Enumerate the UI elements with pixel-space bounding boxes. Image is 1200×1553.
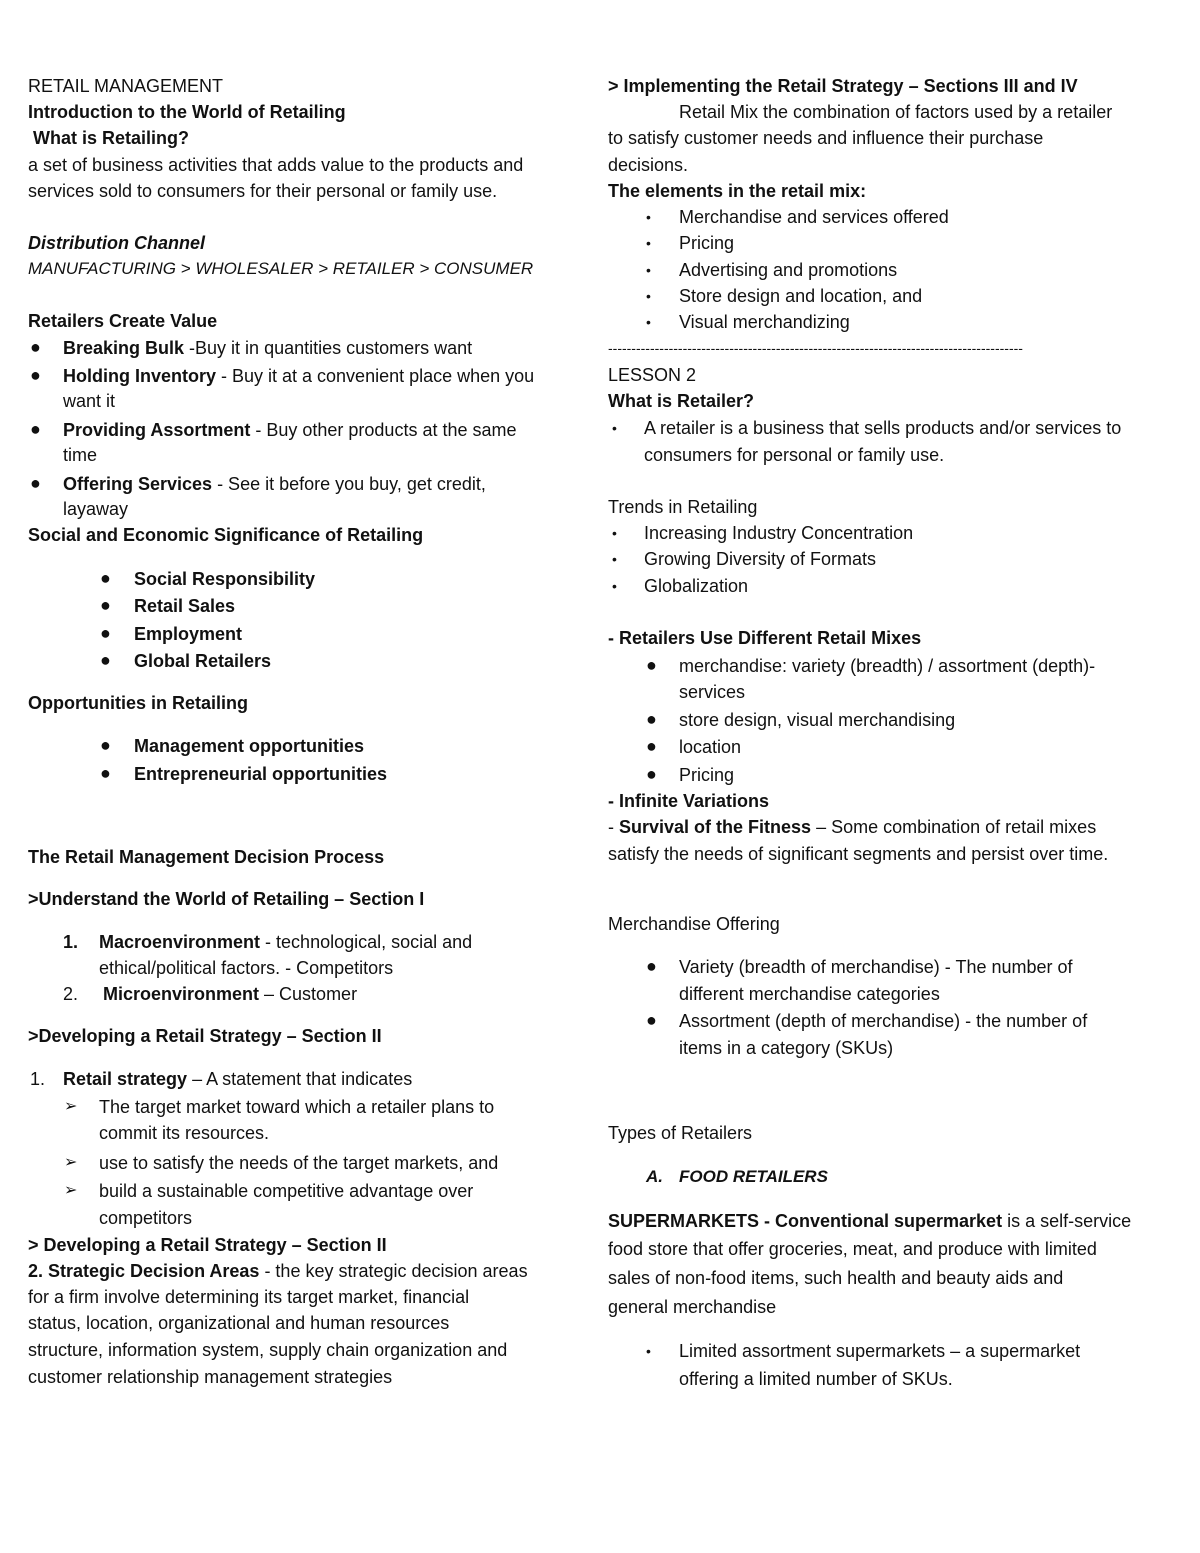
bullet-dot-icon: ● [100, 568, 111, 588]
list-item: Visual merchandizing [679, 312, 850, 332]
what-is-retailing-heading: What is Retailing? [33, 128, 190, 148]
paragraph-line: status, location, organizational and human resources [28, 1313, 450, 1333]
bullet-dot-icon: • [646, 314, 651, 330]
bullet-dot-icon: ● [646, 736, 657, 756]
arrow-bullet-icon: ➢ [64, 1098, 78, 1115]
list-item: merchandise: variety (breadth) / assortment (depth)- [679, 656, 1096, 676]
distribution-chain: MANUFACTURING > WHOLESALER > RETAILER > CONSUMER [28, 259, 534, 278]
list-item: Social Responsibility [134, 569, 316, 589]
list-item: Merchandise and services offered [679, 207, 949, 227]
paragraph-line: decisions. [608, 155, 689, 175]
list-item: Microenvironment – Customer [103, 984, 358, 1004]
list-item: use to satisfy the needs of the target markets, and [99, 1153, 499, 1173]
list-item-continuation: consumers for personal or family use. [644, 445, 945, 465]
paragraph-line: for a firm involve determining its target market, financial [28, 1287, 470, 1307]
opportunities-heading: Opportunities in Retailing [28, 693, 248, 713]
paragraph-line: 2. Strategic Decision Areas - the key strategic decision areas [28, 1261, 528, 1281]
list-item-continuation: items in a category (SKUs) [679, 1038, 894, 1058]
list-item: Growing Diversity of Formats [644, 549, 877, 569]
bullet-dot-icon: ● [646, 655, 657, 675]
food-retailers-heading: FOOD RETAILERS [679, 1167, 828, 1186]
lesson-label: LESSON 2 [608, 365, 697, 385]
bullet-dot-icon: ● [646, 1010, 657, 1030]
list-item-continuation: time [63, 445, 98, 465]
list-item-continuation: layaway [63, 499, 129, 519]
infinite-variations: - Infinite Variations [608, 791, 770, 811]
document-title: RETAIL MANAGEMENT [28, 76, 224, 96]
list-item: Assortment (depth of merchandise) - the number of [679, 1011, 1088, 1031]
bullet-dot-icon: ● [646, 764, 657, 784]
paragraph-line: food store that offer groceries, meat, and produce with limited [608, 1239, 1097, 1259]
process-heading: The Retail Management Decision Process [28, 847, 385, 867]
bullet-dot-icon: • [612, 420, 617, 436]
bullet-dot-icon: ● [100, 595, 111, 615]
list-letter: A. [646, 1167, 663, 1186]
list-item-continuation: commit its resources. [99, 1123, 270, 1143]
list-number: 2. [63, 984, 79, 1004]
bullet-dot-icon: • [646, 235, 651, 251]
list-item: A retailer is a business that sells products and/or services to [644, 418, 1122, 438]
list-item: Global Retailers [134, 651, 272, 671]
merchandise-heading: Merchandise Offering [608, 914, 780, 934]
bullet-dot-icon: • [612, 551, 617, 567]
paragraph-line: satisfy the needs of significant segments and persist over time. [608, 844, 1109, 864]
list-item: Retail Sales [134, 596, 236, 616]
bullet-dot-icon: ● [30, 419, 41, 439]
list-item: Employment [134, 624, 243, 644]
list-item-continuation: ethical/political factors. - Competitors [99, 958, 394, 978]
bullet-dot-icon: • [646, 288, 651, 304]
significance-heading: Social and Economic Significance of Retailing [28, 525, 424, 545]
list-item: Macroenvironment - technological, social and [99, 932, 473, 952]
section-heading: > Developing a Retail Strategy – Section II [28, 1235, 387, 1255]
create-value-heading: Retailers Create Value [28, 311, 218, 331]
list-item: Globalization [644, 576, 749, 596]
bullet-dot-icon: ● [646, 956, 657, 976]
intro-heading: Introduction to the World of Retailing [28, 102, 346, 122]
definition-line: a set of business activities that adds value to the products and [28, 155, 524, 175]
list-item: Retail strategy – A statement that indicates [63, 1069, 413, 1089]
paragraph-line: - Survival of the Fitness – Some combination of retail mixes [608, 817, 1097, 837]
list-item: Offering Services - See it before you buy, get credit, [63, 474, 486, 494]
bullet-dot-icon: ● [100, 623, 111, 643]
list-item: Breaking Bulk -Buy it in quantities customers want [63, 338, 473, 358]
bullet-dot-icon: ● [30, 337, 41, 357]
bullet-dot-icon: • [646, 1343, 651, 1359]
section-heading: >Developing a Retail Strategy – Section II [28, 1026, 382, 1046]
bullet-dot-icon: • [646, 262, 651, 278]
paragraph-line: to satisfy customer needs and influence their purchase [608, 128, 1044, 148]
list-item: Management opportunities [134, 736, 365, 756]
paragraph-line: structure, information system, supply chain organization and [28, 1340, 508, 1360]
arrow-bullet-icon: ➢ [64, 1154, 78, 1171]
types-heading: Types of Retailers [608, 1123, 753, 1143]
bullet-dot-icon: ● [646, 709, 657, 729]
list-item-continuation: competitors [99, 1208, 193, 1228]
trends-heading: Trends in Retailing [608, 497, 758, 517]
list-item: store design, visual merchandising [679, 710, 956, 730]
bullet-dot-icon: ● [100, 735, 111, 755]
paragraph-line: customer relationship management strategies [28, 1367, 393, 1387]
list-item: Limited assortment supermarkets – a supermarket [679, 1341, 1081, 1361]
list-item-continuation: want it [63, 391, 116, 411]
list-item: Store design and location, and [679, 286, 923, 306]
list-item: The target market toward which a retailer plans to [99, 1097, 495, 1117]
mixes-heading: - Retailers Use Different Retail Mixes [608, 628, 922, 648]
distribution-heading: Distribution Channel [28, 233, 205, 253]
bullet-dot-icon: • [612, 525, 617, 541]
elements-heading: The elements in the retail mix: [608, 181, 867, 201]
list-item: Holding Inventory - Buy it at a convenient place when you [63, 366, 535, 386]
list-item: Increasing Industry Concentration [644, 523, 914, 543]
list-item-continuation: services [679, 682, 746, 702]
list-item: Variety (breadth of merchandise) - The number of [679, 957, 1073, 977]
bullet-dot-icon: ● [100, 763, 111, 783]
list-item: Pricing [679, 233, 735, 253]
list-item: Pricing [679, 765, 735, 785]
list-item: location [679, 737, 742, 757]
bullet-dot-icon: ● [30, 473, 41, 493]
definition-line: services sold to consumers for their personal or family use. [28, 181, 498, 201]
list-number: 1. [30, 1069, 46, 1089]
what-is-retailer-heading: What is Retailer? [608, 391, 755, 411]
list-item-continuation: different merchandise categories [679, 984, 940, 1004]
paragraph-line: SUPERMARKETS - Conventional supermarket is a self-service [608, 1211, 1132, 1231]
section-heading: > Implementing the Retail Strategy – Sections III and IV [608, 76, 1078, 96]
bullet-dot-icon: • [612, 578, 617, 594]
list-item: Providing Assortment - Buy other products at the same [63, 420, 517, 440]
list-item-continuation: offering a limited number of SKUs. [679, 1369, 953, 1389]
list-item: build a sustainable competitive advantage over [99, 1181, 474, 1201]
paragraph-line: Retail Mix the combination of factors used by a retailer [679, 102, 1113, 122]
section-heading: >Understand the World of Retailing – Section I [28, 889, 425, 909]
list-item: Entrepreneurial opportunities [134, 764, 388, 784]
bullet-dot-icon: ● [30, 365, 41, 385]
dashed-divider: ----------------------------------------------------------------------------------------- [608, 340, 1023, 356]
list-number: 1. [63, 932, 79, 952]
arrow-bullet-icon: ➢ [64, 1182, 78, 1199]
bullet-dot-icon: ● [100, 650, 111, 670]
bullet-dot-icon: • [646, 209, 651, 225]
paragraph-line: general merchandise [608, 1297, 777, 1317]
paragraph-line: sales of non-food items, such health and beauty aids and [608, 1268, 1064, 1288]
list-item: Advertising and promotions [679, 260, 898, 280]
